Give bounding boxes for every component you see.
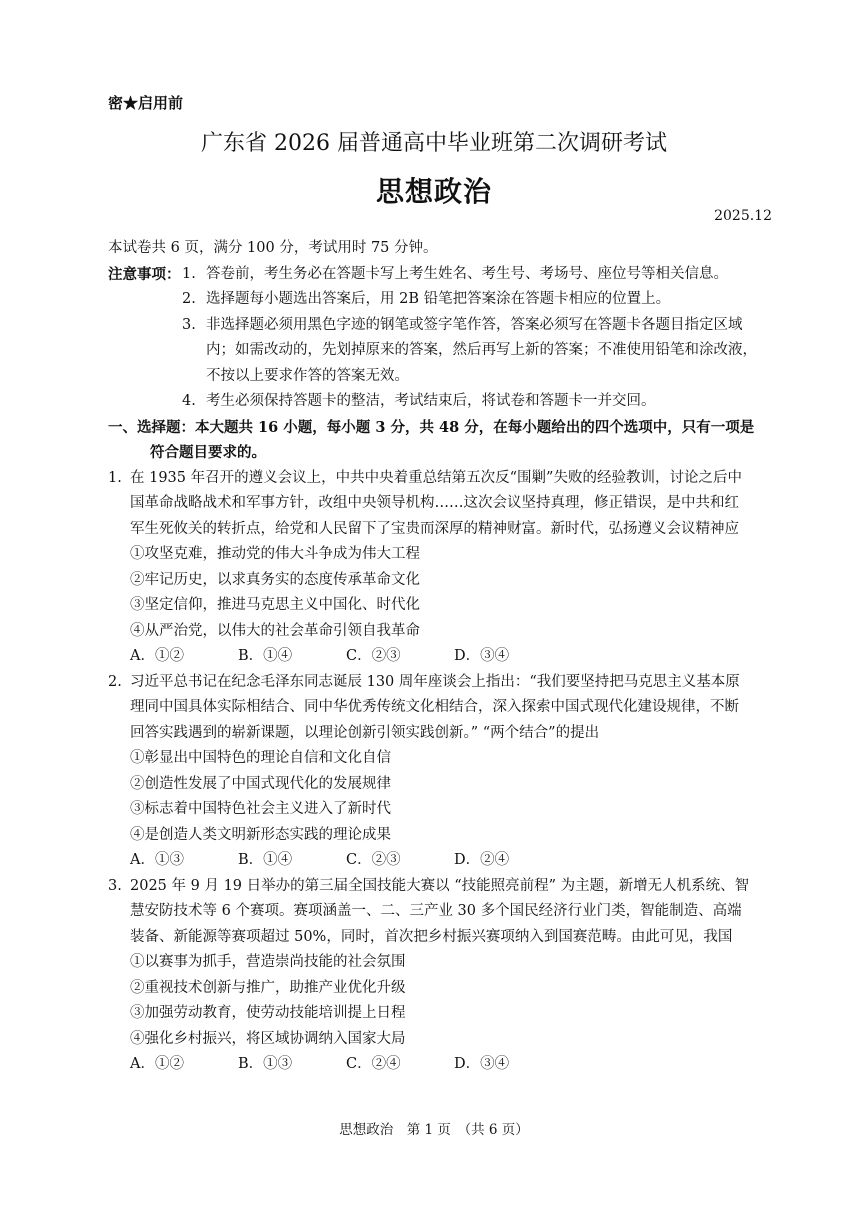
option-item: ①攻坚克难，推动党的伟大斗争成为伟大工程 — [130, 546, 420, 562]
choice-c: C．②④ — [346, 1056, 401, 1072]
note-line: 考生必须保持答题卡的整洁，考试结束后，将试卷和答题卡一并交回。 — [206, 393, 656, 409]
choice-a: A．①② — [130, 648, 184, 664]
note-item-1 — [108, 262, 768, 288]
stem-line: 慧安防技术等 6 个赛项。赛项涵盖一、二、三产业 30 多个国民经济行业门类，智能制造、高端 — [130, 903, 742, 919]
choice-a: A．①③ — [130, 852, 184, 868]
question-text — [130, 466, 768, 543]
question-number: 1. — [108, 469, 122, 486]
note-item-3 — [108, 313, 768, 390]
question-number: 3. — [108, 877, 122, 894]
question-3 — [108, 874, 768, 1078]
answer-choices — [108, 644, 768, 670]
stem-line: 国革命战略战术和军事方针，改组中央领导机构……这次会议坚持真理，修正错误，是中共和红 — [130, 495, 739, 511]
question-1 — [108, 466, 768, 670]
stem-line: 2025 年 9 月 19 日举办的第三届全国技能大赛以 “技能照亮前程” 为主题，新增无人机系统、智 — [130, 877, 750, 894]
exam-date: 2025.12 — [714, 208, 772, 224]
note-item-4 — [108, 389, 768, 415]
note-text — [206, 262, 768, 288]
note-number: 4. — [182, 393, 196, 409]
option-item: ②创造性发展了中国式现代化的发展规律 — [130, 775, 391, 792]
choice-c: C．②③ — [346, 852, 401, 868]
choice-b: B．①④ — [238, 852, 293, 868]
note-indent — [108, 313, 182, 390]
option-item: ③加强劳动教育，使劳动技能培训提上日程 — [130, 1005, 406, 1021]
answer-choices — [108, 1052, 768, 1078]
section-heading-cont: 符合题目要求的。 — [150, 444, 266, 461]
stem-line: 回答实践遇到的崭新课题，以理论创新引领实践创新。” “两个结合”的提出 — [130, 724, 600, 741]
note-line: 非选择题必须用黑色字迹的钢笔或签字笔作答，答案必须写在答题卡各题目指定区域 — [206, 316, 743, 333]
option-item: ④是创造人类文明新形态实践的理论成果 — [130, 826, 391, 843]
note-number: 1. — [182, 265, 196, 282]
note-line: 不按以上要求作答的答案无效。 — [206, 367, 409, 384]
option-item: ③标志着中国特色社会主义进入了新时代 — [130, 801, 391, 817]
note-text — [206, 389, 768, 415]
question-stem — [108, 466, 768, 543]
option-item: ③坚定信仰，推进马克思主义中国化、时代化 — [130, 597, 420, 613]
option-item: ④从严治党，以伟大的社会革命引领自我革命 — [130, 622, 420, 639]
question-stem — [108, 874, 768, 951]
note-indent — [108, 287, 182, 313]
note-text — [206, 287, 768, 313]
secret-mark: 密★启用前 — [108, 94, 184, 112]
note-line: 选择题每小题选出答案后，用 2B 铅笔把答案涂在答题卡相应的位置上。 — [206, 291, 671, 307]
note-line: 内；如需改动的，先划掉原来的答案，然后再写上新的答案；不准使用铅笔和涂改液， — [206, 342, 757, 358]
stem-line: 军生死攸关的转折点，给党和人民留下了宝贵而深厚的精神财富。新时代，弘扬遵义会议精神应 — [130, 520, 739, 537]
answer-choices — [108, 848, 768, 874]
option-item: ②重视技术创新与推广，助推产业优化升级 — [130, 979, 406, 996]
subject-title: 思想政治 — [375, 175, 492, 208]
stem-line: 在 1935 年召开的遵义会议上，中共中央着重总结第五次反“围剿”失败的经验教训，讨论之后中 — [130, 469, 742, 486]
intro-text: 本试卷共 6 页，满分 100 分，考试用时 75 分钟。 — [108, 240, 438, 256]
option-item: ②牢记历史，以求真务实的态度传承革命文化 — [130, 571, 420, 588]
option-item: ①以赛事为抓手，营造崇尚技能的社会氛围 — [130, 954, 406, 970]
section-heading: 一、选择题：本大题共 16 小题，每小题 3 分，共 48 分，在每小题给出的四个选项中，只有一项是 — [108, 418, 755, 436]
option-item: ①彰显出中国特色的理论自信和文化自信 — [130, 750, 391, 766]
note-line: 答卷前，考生务必在答题卡写上考生姓名、考生号、考场号、座位号等相关信息。 — [206, 265, 728, 282]
stem-line: 习近平总书记在纪念毛泽东同志诞辰 130 周年座谈会上指出：“我们要坚持把马克思主义基本原 — [130, 673, 740, 690]
choice-a: A．①② — [130, 1056, 184, 1072]
note-indent — [108, 389, 182, 415]
option-item: ④强化乡村振兴，将区域协调纳入国家大局 — [130, 1030, 406, 1047]
question-text — [130, 670, 768, 747]
exam-content — [108, 236, 768, 1078]
choice-b: B．①④ — [238, 648, 293, 664]
page-footer: 思想政治 第 1 页 （共 6 页） — [339, 1122, 529, 1138]
note-text — [206, 313, 768, 390]
choice-d: D．③④ — [454, 1056, 510, 1072]
notes-label: 注意事项： — [108, 265, 181, 283]
choice-d: D．③④ — [454, 648, 510, 664]
question-2 — [108, 670, 768, 874]
note-number: 2. — [182, 291, 196, 307]
choice-c: C．②③ — [346, 648, 401, 664]
note-number: 3. — [182, 316, 196, 333]
choice-d: D．②④ — [454, 852, 510, 868]
question-text — [130, 874, 768, 951]
choice-b: B．①③ — [238, 1056, 293, 1072]
stem-line: 理同中国具体实际相结合、同中华优秀传统文化相结合，深入探索中国式现代化建设规律，不断 — [130, 699, 739, 715]
stem-line: 装备、新能源等赛项超过 50%，同时，首次把乡村振兴赛项纳入到国赛范畴。由此可见，我国 — [130, 928, 733, 945]
note-item-2 — [108, 287, 768, 313]
notes-block — [108, 262, 768, 415]
exam-title: 广东省 2026 届普通高中毕业班第二次调研考试 — [201, 131, 667, 156]
question-stem — [108, 670, 768, 747]
question-number: 2. — [108, 673, 122, 690]
